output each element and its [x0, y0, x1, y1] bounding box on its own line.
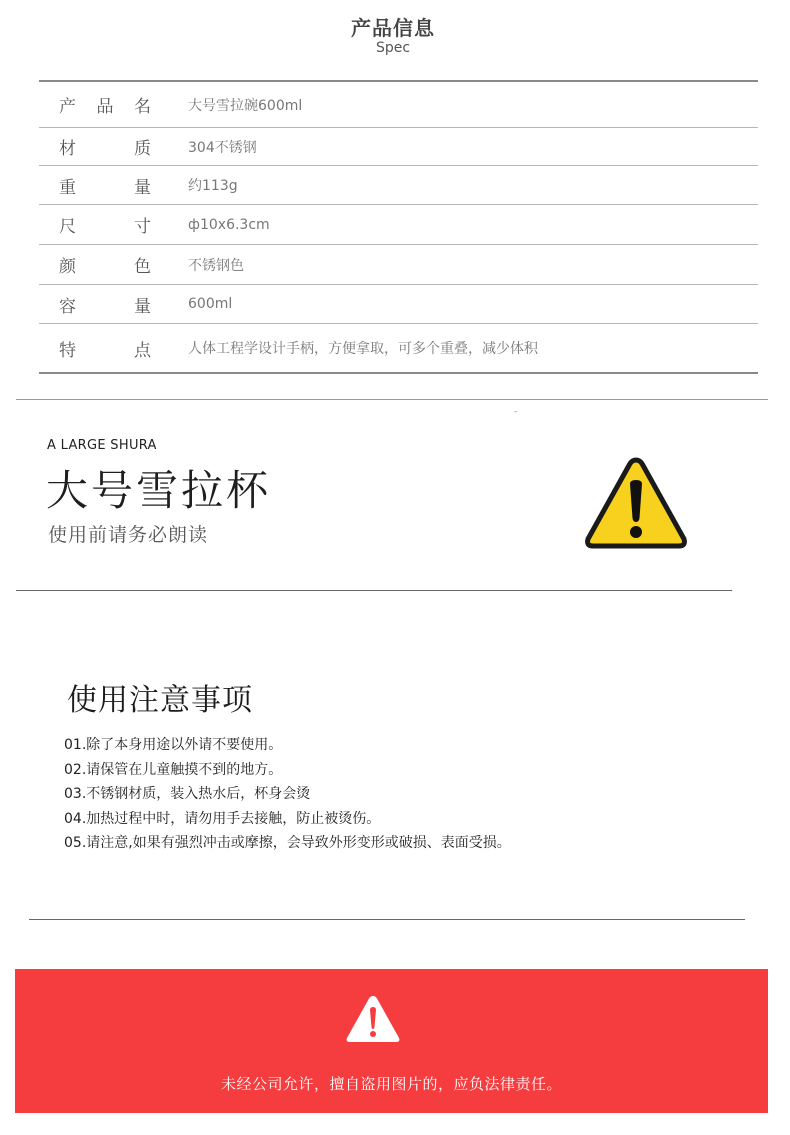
spec-row-weight: [39, 166, 758, 205]
section-divider: [16, 590, 732, 591]
spec-label-char: 点: [134, 340, 151, 361]
list-item: 04.加热过程中时，请勿用手去接触，防止被烫伤。: [64, 810, 381, 827]
spec-label-char: 量: [134, 177, 151, 198]
spec-value: 不锈钢色: [188, 257, 244, 274]
list-item: 02.请保管在儿童触摸不到的地方。: [64, 761, 283, 778]
spec-row-features: [39, 324, 758, 374]
spec-subtitle: Spec: [375, 40, 411, 56]
spec-value: 约113g: [188, 178, 238, 194]
spec-label-char: 品: [96, 97, 114, 117]
warning-triangle-icon: [584, 456, 688, 550]
section-divider: [16, 399, 768, 400]
list-item: 05.请注意,如果有强烈冲击或摩擦，会导致外形变形或破损、表面受损。: [64, 835, 511, 851]
notes-list: [64, 733, 511, 856]
spec-title: 产品信息: [351, 16, 435, 40]
small-mark: -: [514, 407, 518, 417]
spec-label-char: 特: [59, 340, 76, 361]
product-english-title: A LARGE SHURA: [47, 438, 157, 453]
read-before-use-note: 使用前请务必朗读: [48, 524, 209, 546]
list-item: 01.除了本身用途以外请不要使用。: [64, 737, 283, 753]
spec-row-product-name: [39, 82, 758, 128]
warning-triangle-icon: [345, 994, 401, 1044]
spec-label-char: 重: [59, 177, 76, 198]
spec-label-char: 颜: [59, 257, 76, 277]
spec-label-char: 容: [59, 296, 76, 317]
spec-label: [59, 82, 151, 127]
spec-label: [59, 205, 151, 244]
spec-label-char: 量: [134, 296, 151, 317]
spec-row-material: [39, 128, 758, 166]
spec-value: 304不锈钢: [188, 139, 257, 156]
spec-value: ф10x6.3cm: [188, 216, 270, 233]
spec-label: [59, 324, 151, 372]
spec-row-size: [39, 205, 758, 245]
product-title: 大号雪拉杯: [46, 466, 272, 515]
spec-row-color: [39, 245, 758, 285]
section-divider: [29, 919, 745, 920]
spec-label: [59, 285, 151, 323]
spec-row-capacity: [39, 285, 758, 324]
spec-label: [59, 128, 151, 165]
spec-label-char: 名: [134, 97, 151, 117]
copyright-notice: 未经公司允许，擅自盗用图片的，应负法律责任。: [220, 1075, 562, 1093]
spec-label-char: 质: [134, 139, 151, 159]
spec-label-char: 色: [134, 257, 151, 277]
spec-value: 600ml: [188, 296, 233, 312]
spec-label-char: 寸: [134, 217, 151, 237]
notes-title: 使用注意事项: [67, 683, 253, 718]
spec-label: [59, 166, 151, 204]
spec-label-char: 尺: [59, 217, 76, 237]
spec-label-char: 产: [59, 97, 76, 117]
list-item: 03.不锈钢材质，装入热水后，杯身会烫: [64, 786, 311, 802]
spec-label-char: 材: [59, 139, 76, 159]
spec-value: 人体工程学设计手柄，方便拿取，可多个重叠，减少体积: [188, 341, 538, 357]
spec-value: 大号雪拉碗600ml: [188, 97, 303, 114]
spec-table: [39, 80, 758, 374]
spec-label: [59, 245, 151, 284]
